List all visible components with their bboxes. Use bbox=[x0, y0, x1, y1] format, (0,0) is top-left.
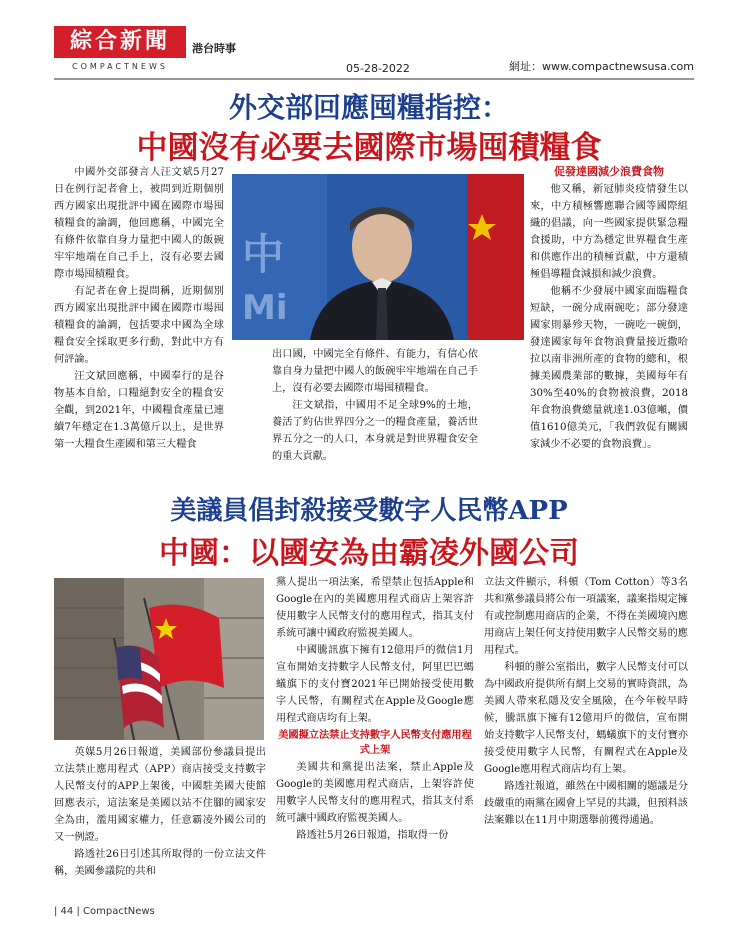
logo-subtitle: COMPACTNEWS bbox=[72, 62, 168, 71]
article2-left-column bbox=[54, 744, 266, 904]
website-url: 網址：www.compactnewsusa.com bbox=[509, 60, 694, 73]
article2-center-column bbox=[276, 574, 474, 904]
svg-text:中: 中 bbox=[242, 230, 285, 279]
article2-right-column bbox=[484, 574, 688, 904]
paragraph: 路透社5月26日報道，指取得一份 bbox=[296, 830, 449, 841]
paragraph: 科頓的辦公室指出，數字人民幣支付可以為中國政府提供所有網上交易的實時資訊，為美國人帶來私隱及安全風險，在今年較早時候，騰訊旗下擁有12億用戶的微信，宣布開始支持數字人民幣支付，螞蟻旗下的支付寶亦接受使用數字人民幣，有關程式在Apple及Google應用程式商店均有上架。 bbox=[484, 662, 688, 775]
flags-photo bbox=[54, 578, 264, 740]
masthead bbox=[54, 26, 694, 76]
paragraph: 美國共和黨提出法案，禁止Apple及Google的美國應用程式商店，上架容許使用數字人民幣支付的應用程式，指其支付系統可讓中國政府監視美國人。 bbox=[276, 762, 474, 824]
article1-subheading: 促發達國減少浪費食物 bbox=[554, 165, 664, 178]
paragraph: 立法文件顯示，科頓（Tom Cotton）等3名共和黨參議員將公布一項議案，議案指規定擁有或控制應用商店的企業，不得在美國境內應用商店上架任何支持使用數字人民幣交易的應用程式。 bbox=[484, 577, 688, 656]
paragraph: 他又稱，新冠肺炎疫情發生以來，中方積極響應聯合國等國際組織的倡議，向一些國家提供緊急糧食援助，中方為穩定世界糧食生產和供應作出的積極貢獻，中方還積極倡導糧食減損和減少浪費。 bbox=[530, 184, 688, 280]
page-footer: | 44 | CompactNews bbox=[54, 906, 155, 917]
article2-headline-1: 美議員倡封殺接受數字人民幣APP bbox=[170, 496, 568, 526]
logo: 綜合新聞 bbox=[54, 26, 186, 58]
paragraph: 英媒5月26日報道，美國部份參議員提出立法禁止應用程式（APP）商店接受支持數字人民幣支付的APP上架後，中國駐美國大使館回應表示，這法案是美國以站不住腳的國家安全為由，濫用國家權力，任意霸凌外國公司的又一例證。 bbox=[54, 747, 266, 843]
spokesperson-photo bbox=[232, 174, 524, 340]
article2-subheading: 美國擬立法禁止支持數字人民幣支付應用程式上架 bbox=[278, 729, 472, 756]
article2-headline-2: 中國：以國安為由霸凌外國公司 bbox=[159, 536, 579, 571]
article1-left-column bbox=[54, 164, 224, 474]
issue-date: 05-28-2022 bbox=[346, 62, 410, 75]
paragraph: 出口國，中國完全有條件、有能力，有信心依靠自身力量把中國人的飯碗牢牢地端在自己手上，沒有必要去國際市場囤積糧食。 bbox=[272, 349, 478, 394]
paragraph: 他稱不少發展中國家面臨糧食短缺，一碗分成兩碗吃；部分發達國家則暴殄天物，一碗吃一碗倒，發達國家每年食物浪費量接近撒哈拉以南非洲所產的食物的總和，根據美國農業部的數據，美國每年有30%至40%的食物被浪費，2018年食物浪費總量就達1.03億噸，價值1610億美元，「我們敦促有關國家減少不必要的食物浪費」。 bbox=[530, 286, 688, 450]
paragraph: 有記者在會上提問稱，近期個別西方國家出現批評中國在國際市場囤積糧食的論調，包括要求中國為全球糧食安全採取更多行動，對此中方有何評論。 bbox=[54, 286, 224, 365]
article1-right-column bbox=[530, 164, 688, 474]
section-title: 港台時事 bbox=[192, 42, 236, 55]
paragraph: 路透社26日引述其所取得的一份立法文件稱，美國參議院的共和 bbox=[54, 849, 266, 877]
paragraph: 路透社報道，雖然在中國相關的題議是分歧嚴重的兩黨在國會上罕見的共識，但預料該法案難以在11月中期選舉前獲得通過。 bbox=[484, 781, 688, 826]
svg-text:Mi: Mi bbox=[242, 288, 288, 328]
header-divider bbox=[54, 78, 694, 80]
paragraph: 中國外交部發言人汪文斌5月27日在例行記者會上，被問到近期個別西方國家出現批評中國在國際市場囤積糧食的論調，他回應稱，中國完全有條件依靠自身力量把中國人的飯碗牢牢地端在自己手上，沒有必要去國際市場囤積糧食。 bbox=[54, 167, 224, 280]
paragraph: 中國騰訊旗下擁有12億用戶的微信1月宣布開始支持數字人民幣支付，阿里巴巴螞蟻旗下的支付寶2021年已開始接受使用數字人民幣，有關程式在Apple及Google應用程式商店均有上架。 bbox=[276, 645, 474, 724]
article1-center-column bbox=[272, 346, 478, 476]
article1-headline-1: 外交部回應囤糧指控： bbox=[228, 91, 509, 124]
paragraph: 汪文斌指，中國用不足全球9%的土地，養活了約佔世界四分之一的糧食產量，養活世界五分之一的人口，本身就是對世界糧食安全的重大貢獻。 bbox=[272, 400, 478, 462]
paragraph: 汪文斌回應稱，中國奉行的是谷物基本自給，口糧絕對安全的糧食安全觀，到2021年，中國糧食產量已連續7年穩定在1.3萬億斤以上，是世界第一大糧食生產國和第三大糧食 bbox=[54, 371, 224, 450]
article1-headline-2: 中國沒有必要去國際市場囤積糧食 bbox=[136, 130, 602, 166]
paragraph: 黨人提出一項法案，希望禁止包括Apple和Google在內的美國應用程式商店上架容許使用數字人民幣支付的應用程式，指其支付系統可讓中國政府監視美國人。 bbox=[276, 577, 474, 639]
